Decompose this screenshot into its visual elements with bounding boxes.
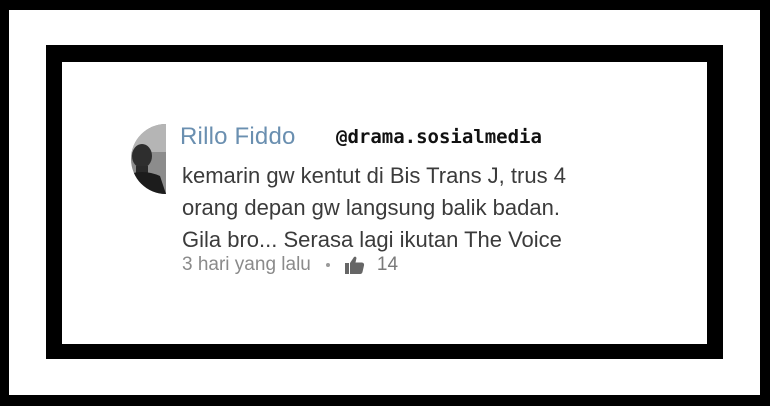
thumbs-up-icon[interactable] xyxy=(345,256,365,274)
watermark-handle: @drama.sosialmedia xyxy=(336,126,542,148)
author-name[interactable]: Rillo Fiddo xyxy=(180,123,296,150)
comment-meta xyxy=(182,253,398,277)
comment-text xyxy=(182,160,652,256)
comment-timestamp: 3 hari yang lalu xyxy=(182,254,311,275)
like-count: 14 xyxy=(376,254,399,275)
avatar-photo xyxy=(116,124,166,194)
comment-line: orang depan gw langsung balik badan. xyxy=(182,195,560,220)
comment-line: Gila bro... Serasa lagi ikutan The Voice xyxy=(182,227,562,252)
comment-line: kemarin gw kentut di Bis Trans J, trus 4 xyxy=(182,163,566,188)
avatar[interactable] xyxy=(116,124,166,194)
separator-dot xyxy=(326,263,330,267)
